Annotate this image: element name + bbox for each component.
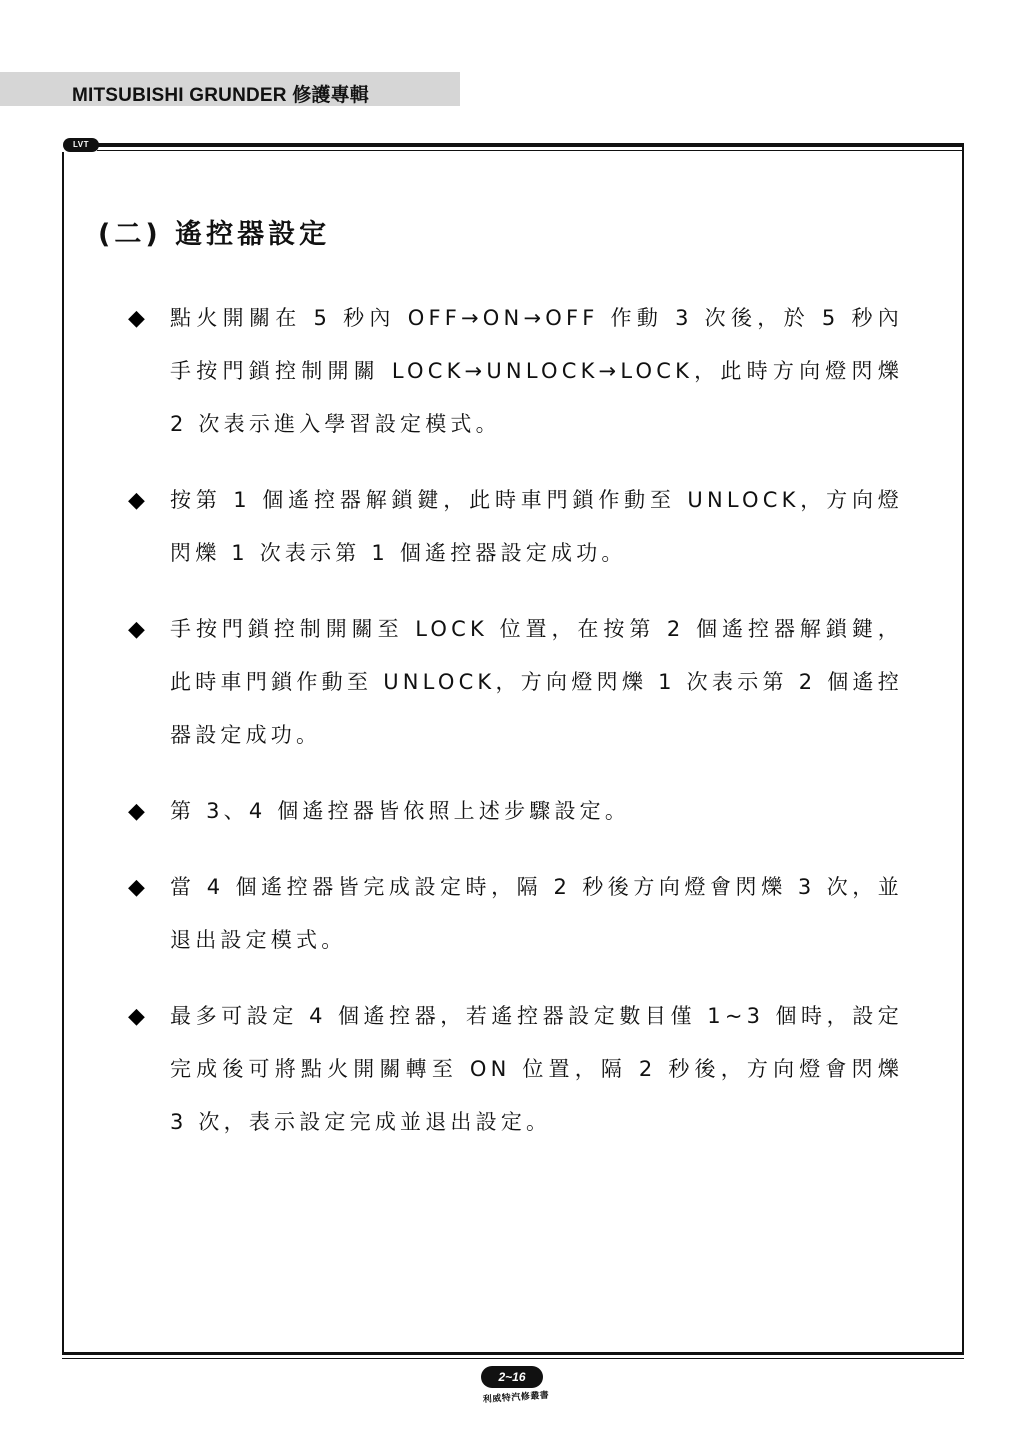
diamond-bullet-icon: ◆ — [128, 306, 145, 331]
list-item-text: 第 3、4 個遙控器皆依照上述步驟設定。 — [170, 799, 631, 823]
header-title: MITSUBISHI GRUNDER 修護專輯 — [72, 85, 369, 106]
instruction-list — [128, 292, 903, 1172]
list-item-text: 手按門鎖控制開關至 LOCK 位置，在按第 2 個遙控器解鎖鍵，此時車門鎖作動至 UNLOCK，方向燈閃爍 1 次表示第 2 個遙控器設定成功。 — [170, 617, 903, 747]
list-item-text: 點火開關在 5 秒內 OFF→ON→OFF 作動 3 次後，於 5 秒內手按門鎖控制開關 LOCK→UNLOCK→LOCK，此時方向燈閃爍 2 次表示進入學習設定模式。 — [170, 306, 903, 436]
list-item-text: 當 4 個遙控器皆完成設定時，隔 2 秒後方向燈會閃爍 3 次，並退出設定模式。 — [170, 875, 903, 952]
bottom-rule-thin — [62, 1358, 964, 1359]
diamond-bullet-icon: ◆ — [128, 799, 145, 824]
bottom-rule — [62, 1352, 964, 1355]
list-item — [128, 785, 903, 838]
top-rule-thin — [97, 150, 964, 151]
list-item — [128, 474, 903, 580]
publisher-name: 利威特汽修叢書 — [482, 1390, 550, 1406]
publisher-logo-icon: LVT — [63, 138, 99, 152]
diamond-bullet-icon: ◆ — [128, 1004, 145, 1029]
diamond-bullet-icon: ◆ — [128, 617, 145, 642]
list-item — [128, 861, 903, 967]
diamond-bullet-icon: ◆ — [128, 488, 145, 513]
frame-left-border — [62, 152, 64, 1354]
list-item-text: 按第 1 個遙控器解鎖鍵，此時車門鎖作動至 UNLOCK，方向燈閃爍 1 次表示第 1 個遙控器設定成功。 — [170, 488, 903, 565]
top-rule — [97, 143, 964, 147]
section-title: (二) 遙控器設定 — [98, 219, 331, 250]
list-item — [128, 990, 903, 1149]
list-item — [128, 292, 903, 451]
list-item-text: 最多可設定 4 個遙控器，若遙控器設定數目僅 1~3 個時，設定完成後可將點火開關轉至 ON 位置，隔 2 秒後，方向燈會閃爍 3 次，表示設定完成並退出設定。 — [170, 1004, 903, 1134]
diamond-bullet-icon: ◆ — [128, 875, 145, 900]
page-number: 2~16 — [481, 1366, 543, 1388]
list-item — [128, 603, 903, 762]
frame-right-border — [962, 147, 964, 1355]
